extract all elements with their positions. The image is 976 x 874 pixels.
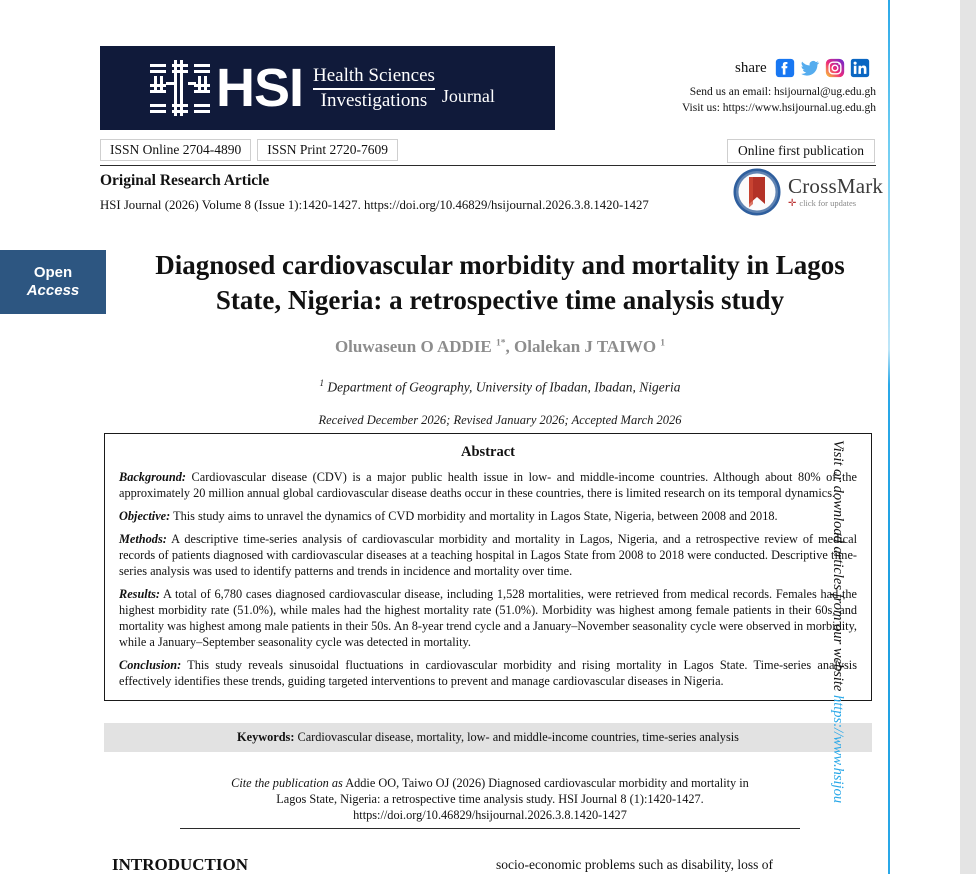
facebook-icon[interactable] [775, 58, 795, 78]
side-banner-text [829, 440, 846, 860]
cite-doi-link[interactable]: https://doi.org/10.46829/hsijournal.2026.3.8.1420-1427 [353, 808, 627, 823]
author-affiliation: $^1$ Department of Geography, University of Ibadan, Ibadan, Nigeria [319, 378, 681, 395]
journal-name-line2: Investigations [320, 89, 428, 111]
abstract-section [119, 658, 857, 690]
share-row [735, 58, 870, 78]
twitter-icon[interactable] [800, 58, 820, 78]
abstract-section [119, 509, 857, 525]
abstract-box [104, 433, 872, 701]
cite-divider [180, 828, 800, 829]
open-access-line1: Open [33, 264, 73, 281]
article-citation-line: HSI Journal (2026) Volume 8 (Issue 1):1420-1427. https://doi.org/10.46829/hsijournal.2026.3.8.1420-1427 [100, 198, 649, 212]
cite-publication-block [180, 775, 800, 824]
journal-name-line1: Health Sciences [313, 65, 435, 89]
side-banner-label: Visit or download articles from our website [830, 440, 846, 695]
cite-lead-label: Cite the publication as [231, 776, 343, 790]
abstract-section-text: A total of 6,780 cases diagnosed cardiovascular disease, including 1,528 mortalities, were retrieved from medical records. Females had the highest morbidity rate (51.0%), while males had the highest mortality rate (51.0%). Morbidity was highest among female patients in their 60s, and mortality was highest among male patients in their 50s. An 8-year trend cycle and a January–November seasonality cycle were observed in morbidity, while a January–September seasonality cycle was detected in mortality. [119, 586, 857, 649]
open-access-line2: Access [26, 282, 80, 299]
hsi-weave-logo-icon [150, 60, 212, 116]
page-title: Diagnosed cardiovascular morbidity and mortality in Lagos State, Nigeria: a retrospective time analysis study [155, 250, 845, 315]
keywords-bar [104, 723, 872, 752]
scrollbar-gutter[interactable] [960, 0, 976, 874]
journal-contact-block [648, 85, 876, 116]
crossmark-title: CrossMark [788, 173, 884, 198]
open-access-badge [0, 250, 106, 314]
share-label: share [735, 59, 767, 76]
article-type-label: Original Research Article [100, 172, 270, 189]
journal-fullname [313, 65, 495, 111]
cite-line-1: Addie OO, Taiwo OJ (2026) Diagnosed cardiovascular morbidity and mortality in [345, 776, 749, 790]
contact-website: Visit us: https://www.hsijournal.ug.edu.gh [681, 101, 876, 114]
keywords-label: Keywords: [237, 730, 295, 744]
crossmark-subtitle-row [788, 199, 883, 209]
abstract-section-text: This study reveals sinusoidal fluctuations in cardiovascular morbidity and rising mortality in Lagos State. Time-series analysis effectively identifies these trends, guiding targeted interventions to prevent and manage cardiovascular diseases in Nigeria. [119, 657, 857, 688]
accent-rule [888, 0, 890, 874]
contact-email: Send us an email: hsijournal@ug.edu.gh [689, 86, 876, 98]
crossmark-badge[interactable] [733, 168, 883, 216]
side-banner-url: https://www.hsijou [830, 694, 846, 804]
instagram-icon[interactable] [825, 58, 845, 78]
abstract-section [119, 587, 857, 651]
journal-name-line3: Journal [441, 85, 495, 106]
issn-print-box: ISSN Print 2720-7609 [257, 139, 398, 161]
abstract-section-label: Results: [119, 586, 160, 601]
abstract-heading: Abstract [461, 444, 515, 460]
author-list [120, 337, 880, 357]
crossmark-subtitle: click for updates [799, 198, 857, 209]
linkedin-icon[interactable] [850, 58, 870, 78]
cite-line-2: Lagos State, Nigeria: a retrospective time analysis study. HSI Journal 8 (1):1420-1427. [276, 792, 704, 807]
section-heading-introduction: INTRODUCTION [112, 855, 249, 874]
online-first-publication-badge: Online first publication [727, 139, 875, 163]
abstract-section-label: Background: [119, 470, 186, 484]
author-names: Oluwaseun O ADDIE $^{1*}$, Olalekan J TAIWO $^1$ [334, 337, 666, 356]
journal-acronym: HSI [216, 58, 304, 118]
abstract-section-label: Methods: [119, 531, 167, 546]
journal-header-banner [100, 46, 555, 130]
submission-dates: Received December 2026; Revised January 2026; Accepted March 2026 [318, 413, 682, 427]
abstract-section-text: A descriptive time-series analysis of cardiovascular morbidity and mortality in Lagos, Nigeria, and a retrospective review of medical records of patients diagnosed with cardiovascular diseases at a teaching hospital in Lagos State from 2008 to 2018 were conducted. Descriptive time-series analysis was used to identify patterns and trends in incidence and mortality over time. [119, 531, 857, 578]
crossmark-logo-icon [733, 168, 781, 216]
issn-online-box: ISSN Online 2704-4890 [100, 139, 251, 161]
body-right-column-text: socio-economic problems such as disability, loss of [496, 857, 773, 872]
abstract-section [119, 532, 857, 580]
abstract-section-label: Objective: [119, 508, 171, 523]
issn-row [100, 139, 398, 161]
abstract-section [119, 470, 857, 502]
abstract-section-text: Cardiovascular disease (CDV) is a major public health issue in low- and middle-income countries. Although about 80% of the approximately 20 million annual global cardiovascular disease deaths occur in these countries, there is limited research on its temporal dynamics. [119, 470, 857, 500]
keywords-text: Cardiovascular disease, mortality, low- and middle-income countries, time-series analysis [297, 730, 739, 744]
abstract-section-text: This study aims to unravel the dynamics of CVD morbidity and mortality in Lagos State, Nigeria, between 2008 and 2018. [173, 508, 778, 523]
header-divider [100, 165, 876, 166]
crossmark-plus-icon: ✛ [788, 197, 797, 209]
abstract-section-label: Conclusion: [119, 657, 182, 672]
